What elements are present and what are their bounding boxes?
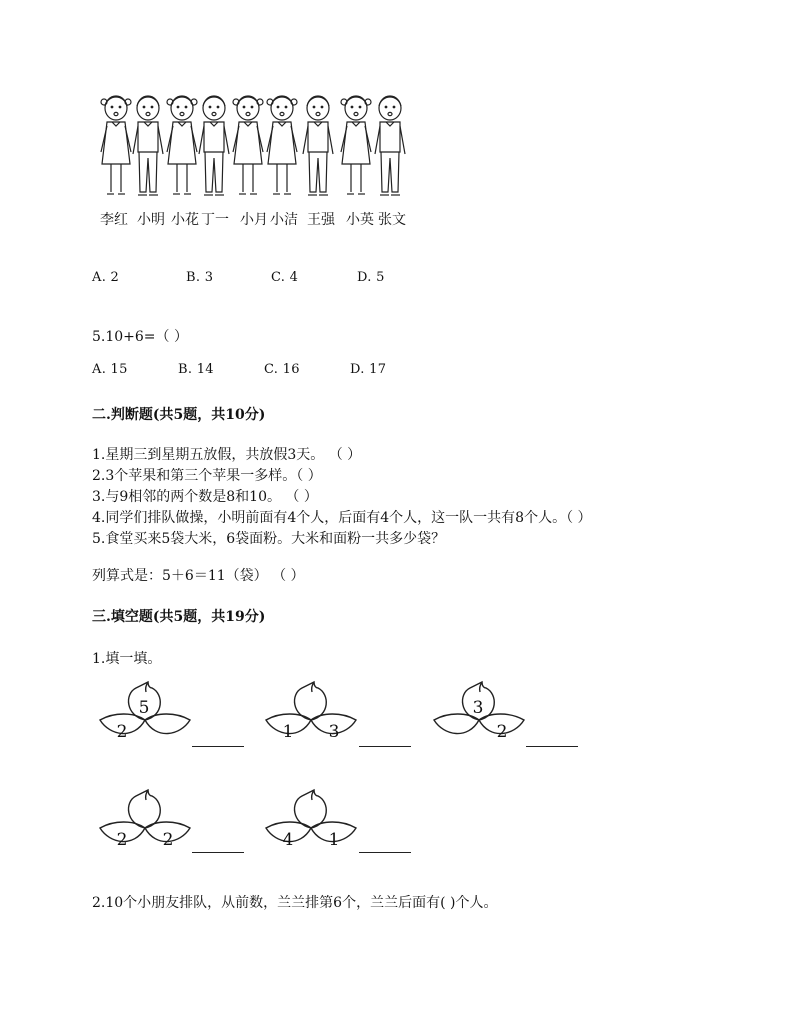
child-drawing-7 [303,96,333,195]
peach-3-top: 3 [472,698,484,718]
peach-2-right: 3 [328,722,340,742]
child-name-3: 小花 [171,212,199,228]
q4-option-b: B. 3 [186,270,214,285]
judge-item-3: 3.与9相邻的两个数是8和10。 （ ） [92,489,318,505]
peach-2-left: 1 [282,722,294,742]
judge-item-1: 1.星期三到星期五放假，共放假3天。 （ ） [92,447,362,463]
peach-4-answer-blank[interactable] [192,852,244,853]
q4-option-d: D. 5 [357,270,385,285]
peach-1 [96,680,194,748]
q4-option-a: A. 2 [92,270,120,285]
judge-item-5-formula: 列算式是：5＋6＝11（袋） （ ） [92,568,305,584]
q5-option-b: B. 14 [178,362,214,377]
child-drawing-1 [101,96,131,194]
child-drawing-9 [375,96,405,195]
peach-5-left: 4 [282,830,294,850]
fill-q2-stem: 2.10个小朋友排队，从前数，兰兰排第6个，兰兰后面有( )个人。 [92,895,498,911]
peach-2-answer-blank[interactable] [359,746,411,747]
judge-item-4: 4.同学们排队做操，小明前面有4个人，后面有4个人，这一队一共有8个人。（ ） [92,510,592,526]
child-name-5: 小月 [240,212,268,228]
peach-5-right: 1 [328,830,340,850]
child-drawing-5 [233,96,263,194]
child-name-4: 丁一 [201,212,229,228]
section2-title: 二.判断题(共5题，共10分) [92,407,266,423]
child-name-8: 小英 [346,212,374,228]
child-name-9: 张文 [378,212,406,228]
child-drawing-3 [167,96,197,194]
judge-item-2: 2.3个苹果和第三个苹果一多样。（ ） [92,468,322,484]
peach-1-left: 2 [116,722,128,742]
peach-4-left: 2 [116,830,128,850]
fill-q1-stem: 1.填一填。 [92,651,162,667]
peach-3-answer-blank[interactable] [526,746,578,747]
q4-option-c: C. 4 [271,270,299,285]
peach-5-answer-blank[interactable] [359,852,411,853]
judge-item-5: 5.食堂买来5袋大米，6袋面粉。大米和面粉一共多少袋？ [92,531,446,547]
peach-5 [262,788,360,856]
q5-option-c: C. 16 [264,362,300,377]
child-name-6: 小洁 [270,212,298,228]
q5-option-d: D. 17 [350,362,387,377]
child-drawing-6 [267,96,297,194]
peach-2 [262,680,360,748]
children-figure [96,92,414,204]
section3-title: 三.填空题(共5题，共19分) [92,609,266,625]
peach-4 [96,788,194,856]
q5-option-a: A. 15 [92,362,128,377]
peach-3 [430,680,528,748]
child-name-1: 李红 [100,212,128,228]
peach-4-right: 2 [162,830,174,850]
peach-1-top: 5 [138,698,150,718]
child-name-7: 王强 [307,212,335,228]
child-drawing-8 [341,96,371,194]
child-drawing-4 [199,96,229,195]
peach-3-right: 2 [496,722,508,742]
q5-stem: 5.10+6=（ ） [92,329,188,345]
child-name-2: 小明 [137,212,165,228]
peach-1-answer-blank[interactable] [192,746,244,747]
child-drawing-2 [133,96,163,195]
